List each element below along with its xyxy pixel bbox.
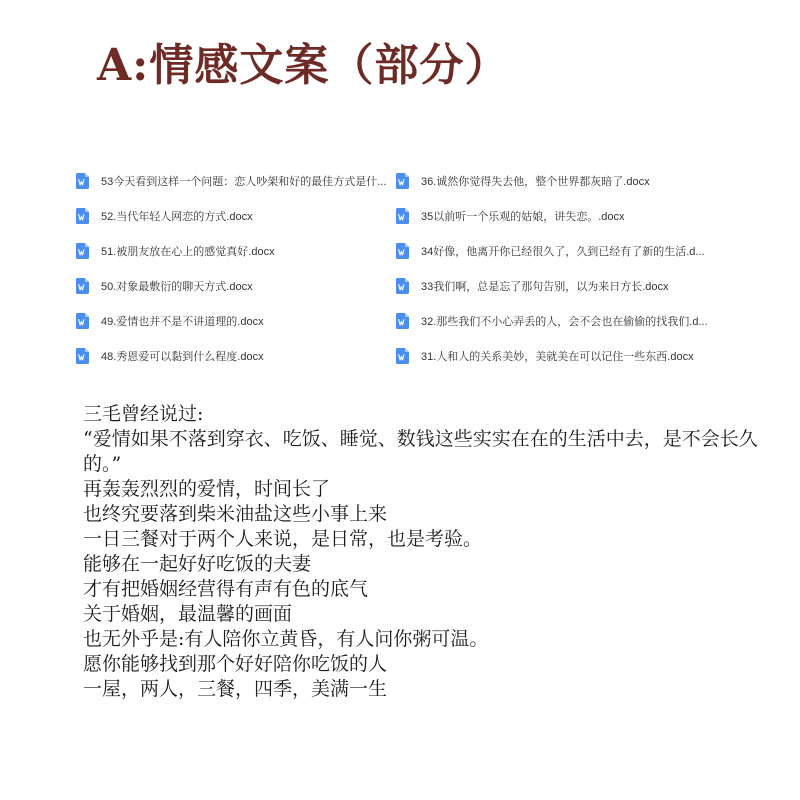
file-name: 33我们啊，总是忘了那句告别，以为来日方长.docx [421, 281, 669, 293]
quote-line: 能够在一起好好吃饭的夫妻 [83, 553, 312, 575]
quote-line: 也终究要落到柴米油盐这些小事上来 [83, 503, 388, 525]
word-doc-icon [76, 278, 89, 294]
quote-line: 再轰轰烈烈的爱情，时间长了 [83, 478, 331, 500]
word-doc-icon [396, 173, 409, 189]
file-name: 50.对象最敷衍的聊天方式.docx [101, 281, 253, 293]
quote-block [83, 402, 773, 702]
word-doc-icon [396, 243, 409, 259]
file-name: 32.那些我们不小心弄丢的人，会不会也在偷偷的找我们.d... [421, 316, 708, 328]
file-name: 51.被朋友放在心上的感觉真好.docx [101, 246, 275, 258]
file-item[interactable] [396, 203, 716, 229]
file-list [76, 168, 716, 378]
word-doc-icon [76, 208, 89, 224]
file-item[interactable] [396, 273, 716, 299]
word-doc-icon [76, 173, 89, 189]
file-item[interactable] [396, 168, 716, 194]
quote-line: 愿你能够找到那个好好陪你吃饭的人 [83, 653, 388, 675]
quote-line: “爱情如果不落到穿衣、吃饭、睡觉、数钱这些实实在在的生活中去，是不会长久的。” [83, 428, 758, 475]
file-item[interactable] [396, 343, 716, 369]
file-item[interactable] [76, 168, 396, 194]
file-item[interactable] [76, 203, 396, 229]
file-name: 49.爱情也并不是不讲道理的.docx [101, 316, 264, 328]
quote-line: 才有把婚姻经营得有声有色的底气 [83, 578, 369, 600]
file-name: 48.秀恩爱可以黏到什么程度.docx [101, 351, 264, 363]
file-item[interactable] [76, 273, 396, 299]
quote-line: 三毛曾经说过: [83, 403, 204, 425]
file-name: 36.诚然你觉得失去他，整个世界都灰暗了.docx [421, 176, 650, 188]
file-item[interactable] [396, 238, 716, 264]
file-name: 31.人和人的关系美妙，美就美在可以记住一些东西.docx [421, 351, 694, 363]
file-item[interactable] [76, 308, 396, 334]
file-item[interactable] [76, 343, 396, 369]
word-doc-icon [396, 348, 409, 364]
file-name: 53今天看到这样一个问题：恋人吵架和好的最佳方式是什... [101, 176, 387, 188]
quote-line: 一屋，两人，三餐，四季，美满一生 [83, 678, 388, 700]
file-name: 35以前听一个乐观的姑娘，讲失恋。.docx [421, 211, 625, 223]
word-doc-icon [396, 313, 409, 329]
quote-line: 也无外乎是:有人陪你立黄昏，有人问你粥可温。 [83, 628, 489, 650]
quote-line: 一日三餐对于两个人来说，是日常，也是考验。 [83, 528, 483, 550]
word-doc-icon [76, 243, 89, 259]
file-item[interactable] [76, 238, 396, 264]
file-name: 52.当代年轻人网恋的方式.docx [101, 211, 253, 223]
quote-line: 关于婚姻，最温馨的画面 [83, 603, 293, 625]
word-doc-icon [396, 208, 409, 224]
file-item[interactable] [396, 308, 716, 334]
file-name: 34好像，他离开你已经很久了，久到已经有了新的生活.d... [421, 246, 705, 258]
word-doc-icon [76, 348, 89, 364]
word-doc-icon [396, 278, 409, 294]
page-title: A:情感文案（部分） [97, 40, 510, 91]
word-doc-icon [76, 313, 89, 329]
